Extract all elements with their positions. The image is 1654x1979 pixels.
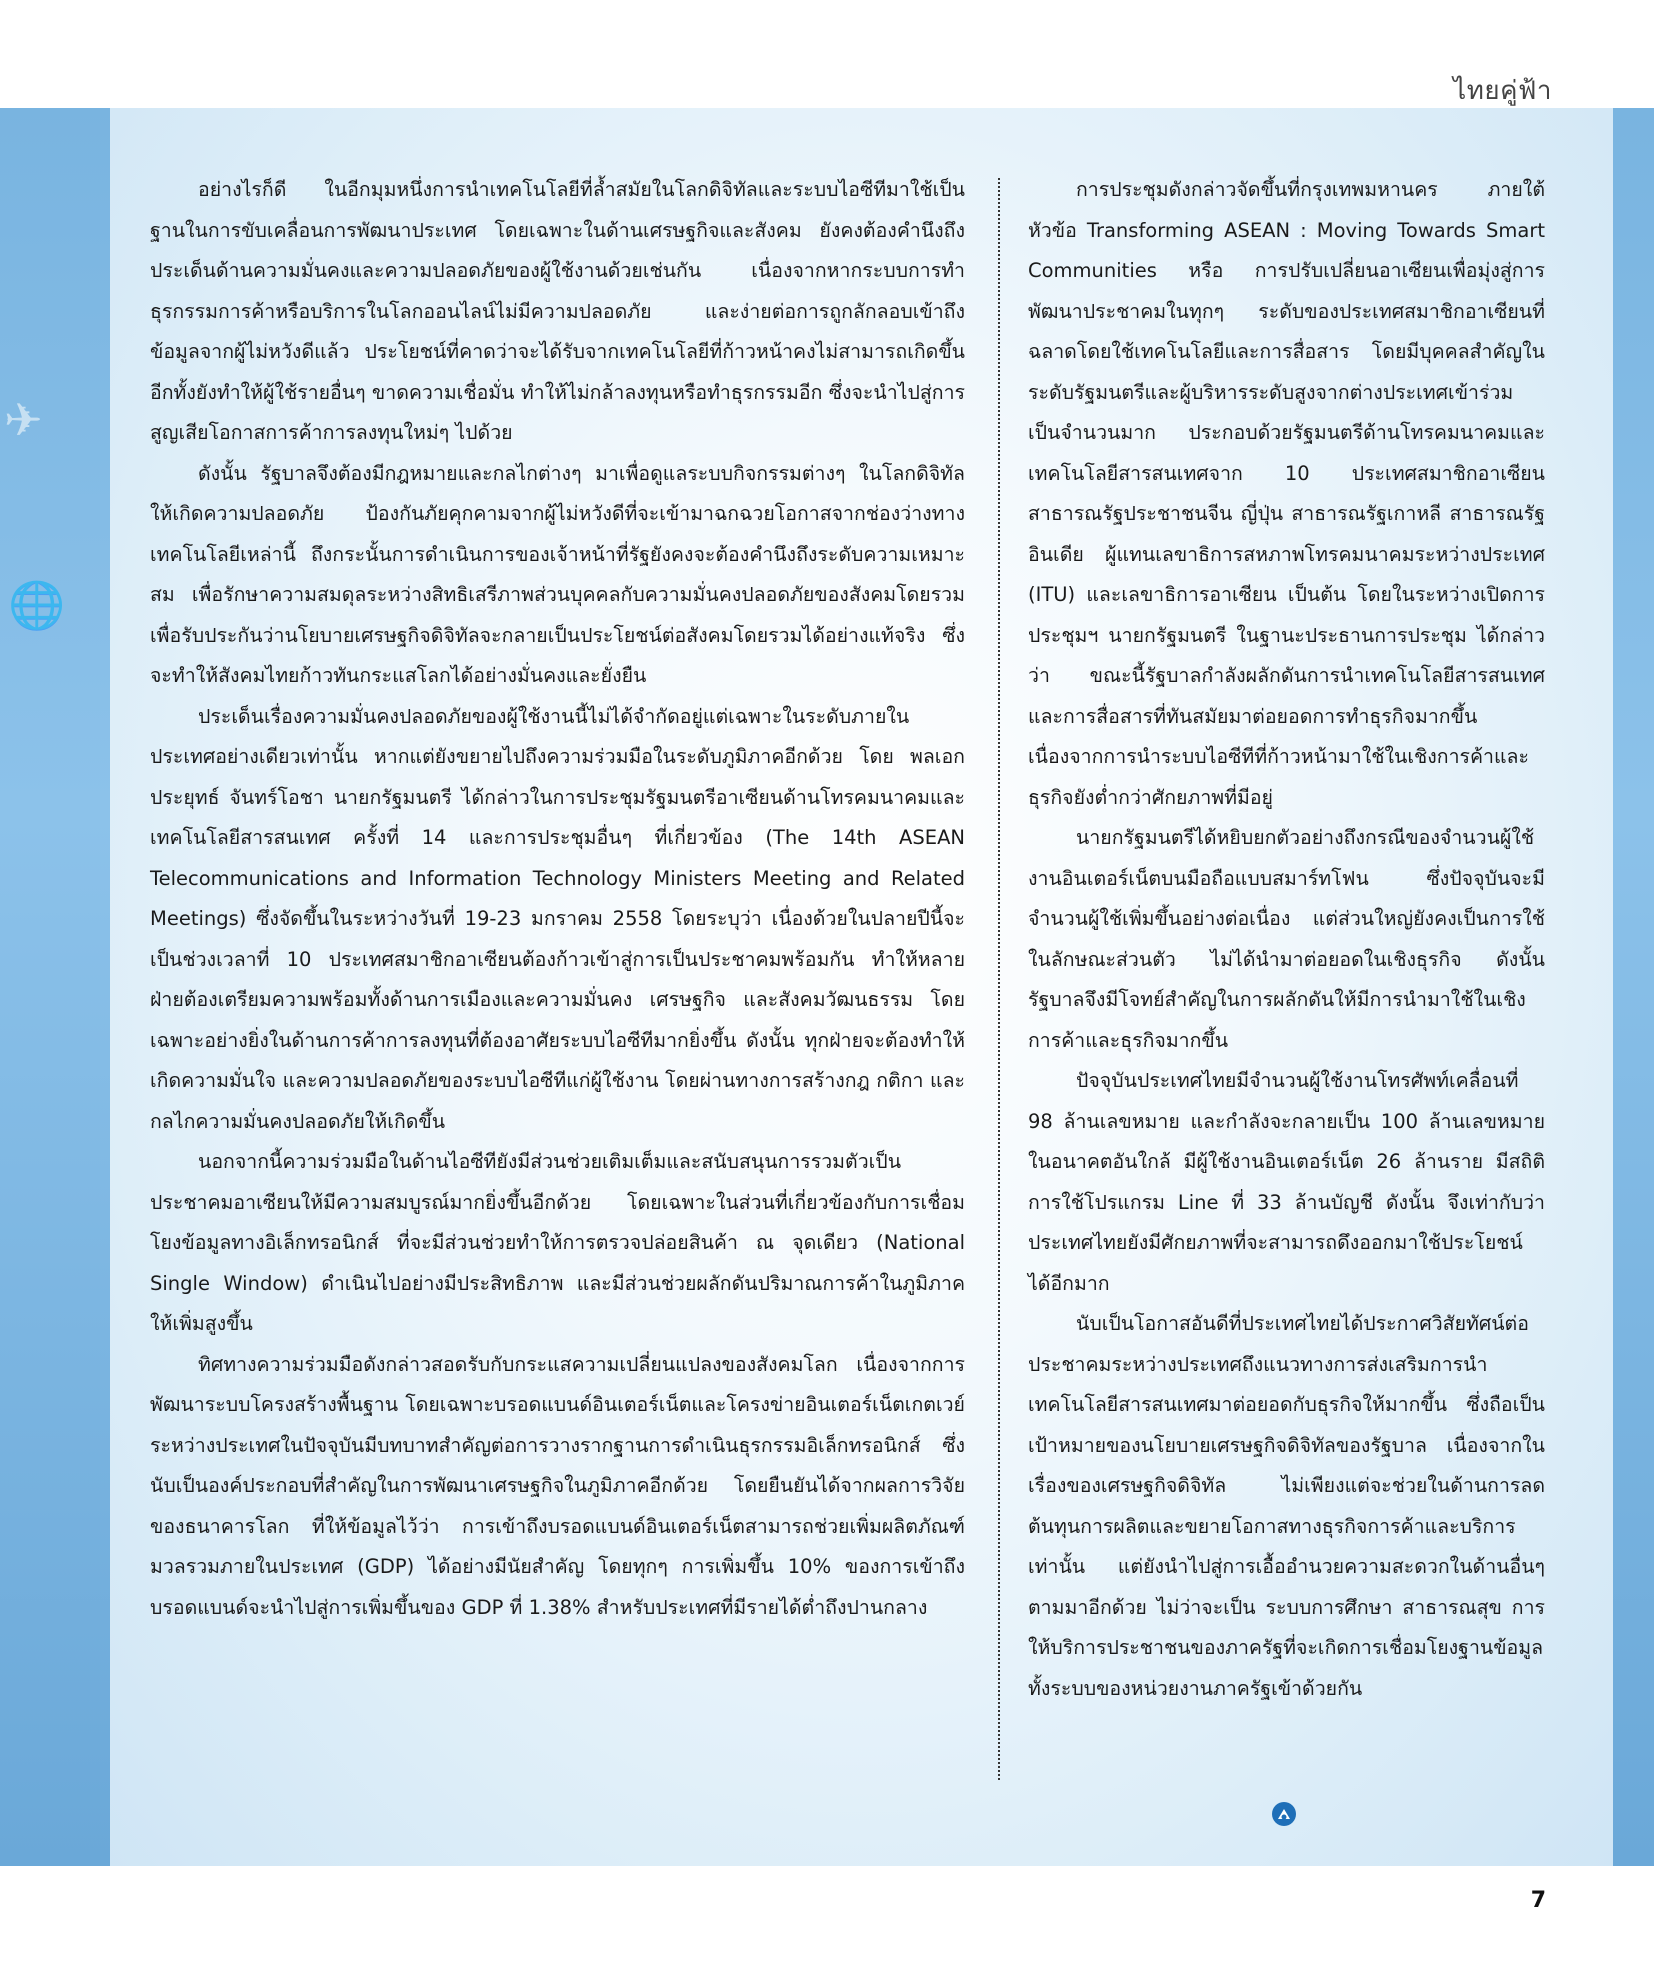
paragraph: ดังนั้น รัฐบาลจึงต้องมีกฎหมายและกลไกต่างๆ มาเพื่อดูแลระบบกิจกรรมต่างๆ ในโลกดิจิทัลให้เกิดความปลอดภัย ป้องกันภัยคุกคามจากผู้ไม่หวังดีที่จะเข้ามาฉกฉวยโอกาสจากช่องว่างทางเทคโนโลยีเหล่านี้ ถึงกระนั้นการดำเนินการของเจ้าหน้าที่รัฐยังคงจะต้องคำนึงถึงระดับความเหมาะสม เพื่อรักษาความสมดุลระหว่างสิทธิเสรีภาพส่วนบุคคลกับความมั่นคงปลอดภัยของสังคมโดยรวม เพื่อรับประกันว่านโยบายเศรษฐกิจดิจิทัลจะกลายเป็นประโยชน์ต่อสังคมโดยรวมได้อย่างแท้จริง ซึ่งจะทำให้สังคมไทยก้าวทันกระแสโลกได้อย่างมั่นคงและยั่งยืน <box>150 461 965 687</box>
paragraph: การประชุมดังกล่าวจัดขึ้นที่กรุงเทพมหานคร ภายใต้หัวข้อ Transforming ASEAN : Moving Towards Smart Communities หรือ การปรับเปลี่ยนอาเซียนเพื่อมุ่งสู่การพัฒนาประชาคมในทุกๆ ระดับของประเทศสมาชิกอาเซียนที่ฉลาดโดยใช้เทคโนโลยีและการสื่อสาร โดยมีบุคคลสำคัญในระดับรัฐมนตรีและผู้บริหารระดับสูงจากต่างประเทศเข้าร่วมเป็นจำนวนมาก ประกอบด้วยรัฐมนตรีด้านโทรคมนาคมและเทคโนโลยีสารสนเทศจาก 10 ประเทศสมาชิกอาเซียน สาธารณรัฐประชาชนจีน ญี่ปุ่น สาธารณรัฐเกาหลี สาธารณรัฐอินเดีย ผู้แทนเลขาธิการสหภาพโทรคมนาคมระหว่างประเทศ (ITU) และเลขาธิการอาเซียน เป็นต้น โดยในระหว่างเปิดการประชุมฯ นายกรัฐมนตรี ในฐานะประธานการประชุม ได้กล่าวว่า ขณะนี้รัฐบาลกำลังผลักดันการนำเทคโนโลยีสารสนเทศและการสื่อสารที่ทันสมัยมาต่อยอดการทำธุรกิจมากขึ้น เนื่องจากการนำระบบไอซีทีที่ก้าวหน้ามาใช้ในเชิงการค้าและธุรกิจยังต่ำกว่าศักยภาพที่มีอยู่ <box>1028 178 1545 809</box>
paragraph: ประเด็นเรื่องความมั่นคงปลอดภัยของผู้ใช้งานนี้ไม่ได้จำกัดอยู่แต่เฉพาะในระดับภายในประเทศอย่างเดียวเท่านั้น หากแต่ยังขยายไปถึงความร่วมมือในระดับภูมิภาคอีกด้วย โดย พลเอก ประยุทธ์ จันทร์โอชา นายกรัฐมนตรี ได้กล่าวในการประชุมรัฐมนตรีอาเซียนด้านโทรคมนาคมและเทคโนโลยีสารสนเทศ ครั้งที่ 14 และการประชุมอื่นๆ ที่เกี่ยวข้อง (The 14th ASEAN Telecommunications and Information Technology Ministers Meeting and Related Meetings) ซึ่งจัดขึ้นในระหว่างวันที่ 19-23 มกราคม 2558 โดยระบุว่า เนื่องด้วยในปลายปีนี้จะเป็นช่วงเวลาที่ 10 ประเทศสมาชิกอาเซียนต้องก้าวเข้าสู่การเป็นประชาคมพร้อมกัน ทำให้หลายฝ่ายต้องเตรียมความพร้อมทั้งด้านการเมืองและความมั่นคง เศรษฐกิจ และสังคมวัฒนธรรม โดยเฉพาะอย่างยิ่งในด้านการค้าการลงทุนที่ต้องอาศัยระบบไอซีทีมากยิ่งขึ้น ดังนั้น ทุกฝ่ายจะต้องทำให้เกิดความมั่นใจ และความปลอดภัยของระบบไอซีทีแก่ผู้ใช้งาน โดยผ่านทางการสร้างกฎ กติกา และกลไกความมั่นคงปลอดภัยให้เกิดขึ้น <box>150 704 965 1133</box>
paragraph: ทิศทางความร่วมมือดังกล่าวสอดรับกับกระแสความเปลี่ยนแปลงของสังคมโลก เนื่องจากการพัฒนาระบบโครงสร้างพื้นฐาน โดยเฉพาะบรอดแบนด์อินเตอร์เน็ตและโครงข่ายอินเตอร์เน็ตเกตเวย์ระหว่างประเทศในปัจจุบันมีบทบาทสำคัญต่อการวางรากฐานการดำเนินธุรกรรมอิเล็กทรอนิกส์ ซึ่งนับเป็นองค์ประกอบที่สำคัญในการพัฒนาเศรษฐกิจในภูมิภาคอีกด้วย โดยยืนยันได้จากผลการวิจัยของธนาคารโลก ที่ให้ข้อมูลไว้ว่า การเข้าถึงบรอดแบนด์อินเตอร์เน็ตสามารถช่วยเพิ่มผลิตภัณฑ์มวลรวมภายในประเทศ (GDP) ได้อย่างมีนัยสำคัญ โดยทุกๆ การเพิ่มขึ้น 10% ของการเข้าถึงบรอดแบนด์จะนำไปสู่การเพิ่มขึ้นของ GDP ที่ 1.38% สำหรับประเทศที่มีรายได้ต่ำถึงปานกลาง <box>150 1352 965 1619</box>
paragraph: ปัจจุบันประเทศไทยมีจำนวนผู้ใช้งานโทรศัพท์เคลื่อนที่ 98 ล้านเลขหมาย และกำลังจะกลายเป็น 100 ล้านเลขหมายในอนาคตอันใกล้ มีผู้ใช้งานอินเตอร์เน็ต 26 ล้านราย มีสถิติการใช้โปรแกรม Line ที่ 33 ล้านบัญชี ดังนั้น จึงเท่ากับว่าประเทศไทยยังมีศักยภาพที่จะสามารถดึงออกมาใช้ประโยชน์ได้อีกมาก <box>1028 1069 1545 1295</box>
magazine-title: ไทยคู่ฟ้า <box>1453 76 1552 106</box>
paragraph: นายกรัฐมนตรีได้หยิบยกตัวอย่างถึงกรณีของจำนวนผู้ใช้งานอินเตอร์เน็ตบนมือถือแบบสมาร์ทโฟน ซึ่งปัจจุบันจะมีจำนวนผู้ใช้เพิ่มขึ้นอย่างต่อเนื่อง แต่ส่วนใหญ่ยังคงเป็นการใช้ในลักษณะส่วนตัว ไม่ได้นำมาต่อยอดในเชิงธุรกิจ ดังนั้น รัฐบาลจึงมีโจทย์สำคัญในการผลักดันให้มีการนำมาใช้ในเชิงการค้าและธุรกิจมากขึ้น <box>1028 826 1545 1052</box>
paragraph: นับเป็นโอกาสอันดีที่ประเทศไทยได้ประกาศวิสัยทัศน์ต่อประชาคมระหว่างประเทศถึงแนวทางการส่งเสริมการนำเทคโนโลยีสารสนเทศมาต่อยอดกับธุรกิจให้มากขึ้น ซึ่งถือเป็นเป้าหมายของนโยบายเศรษฐกิจดิจิทัลของรัฐบาล เนื่องจากในเรื่องของเศรษฐกิจดิจิทัล ไม่เพียงแต่จะช่วยในด้านการลดต้นทุนการผลิตและขยายโอกาสทางธุรกิจการค้าและบริการเท่านั้น แต่ยังนำไปสู่การเอื้ออำนวยความสะดวกในด้านอื่นๆ ตามมาอีกด้วย ไม่ว่าจะเป็น ระบบการศึกษา สาธารณสุข การให้บริการประชาชนของภาครัฐที่จะเกิดการเชื่อมโยงฐานข้อมูลทั้งระบบของหน่วยงานภาครัฐเข้าด้วยกัน <box>1028 1312 1545 1700</box>
paragraph: อย่างไรก็ดี ในอีกมุมหนึ่งการนำเทคโนโลยีที่ล้ำสมัยในโลกดิจิทัลและระบบไอซีทีมาใช้เป็นฐานในการขับเคลื่อนการพัฒนาประเทศ โดยเฉพาะในด้านเศรษฐกิจและสังคม ยังคงต้องคำนึงถึงประเด็นด้านความมั่นคงและความปลอดภัยของผู้ใช้งานด้วยเช่นกัน เนื่องจากหากระบบการทำธุรกรรมการค้าหรือบริการในโลกออนไลน์ไม่มีความปลอดภัย และง่ายต่อการถูกลักลอบเข้าถึงข้อมูลจากผู้ไม่หวังดีแล้ว ประโยชน์ที่คาดว่าจะได้รับจากเทคโนโลยีที่ก้าวหน้าคงไม่สามารถเกิดขึ้น อีกทั้งยังทำให้ผู้ใช้รายอื่นๆ ขาดความเชื่อมั่น ทำให้ไม่กล้าลงทุนหรือทำธุรกรรมอีก ซึ่งจะนำไปสู่การสูญเสียโอกาสการค้าการลงทุนใหม่ๆ ไปด้วย <box>150 178 965 444</box>
left-side-panel <box>0 108 110 1866</box>
right-column <box>1028 170 1545 1709</box>
article-end-icon <box>1272 1802 1296 1826</box>
page-number: 7 <box>1530 1888 1546 1913</box>
world-map-icon: ✈ <box>4 393 43 447</box>
left-column <box>150 170 965 1628</box>
column-divider <box>998 178 1000 1780</box>
right-side-panel <box>1613 108 1654 1866</box>
world-map-icon: 🌐 <box>8 578 66 632</box>
paragraph: นอกจากนี้ความร่วมมือในด้านไอซีทียังมีส่วนช่วยเติมเต็มและสนับสนุนการรวมตัวเป็นประชาคมอาเซียนให้มีความสมบูรณ์มากยิ่งขึ้นอีกด้วย โดยเฉพาะในส่วนที่เกี่ยวข้องกับการเชื่อมโยงข้อมูลทางอิเล็กทรอนิกส์ ที่จะมีส่วนช่วยทำให้การตรวจปล่อยสินค้า ณ จุดเดียว (National Single Window) ดำเนินไปอย่างมีประสิทธิภาพ และมีส่วนช่วยผลักดันปริมาณการค้าในภูมิภาคให้เพิ่มสูงขึ้น <box>150 1150 965 1335</box>
